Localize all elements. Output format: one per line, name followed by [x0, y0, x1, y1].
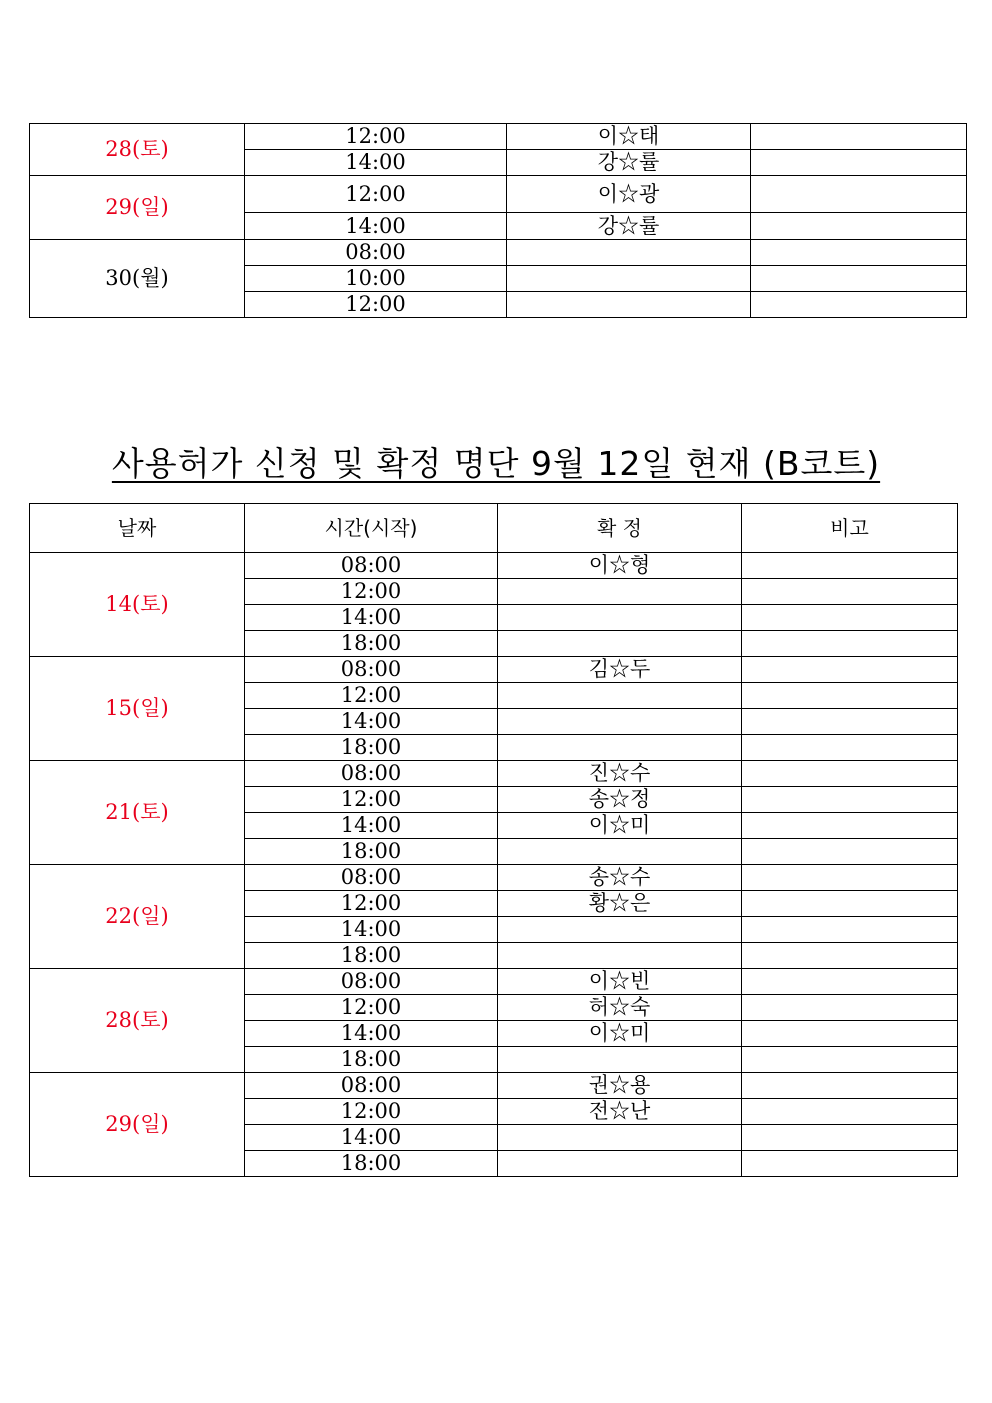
confirmed-cell: 송☆수: [498, 865, 742, 891]
time-cell: 12:00: [245, 995, 498, 1021]
confirmed-cell: 이☆빈: [498, 969, 742, 995]
time-cell: 12:00: [245, 176, 507, 213]
confirmed-cell: 송☆정: [498, 787, 742, 813]
header-date: 날짜: [30, 504, 245, 553]
confirmed-cell: [498, 579, 742, 605]
header-note: 비고: [742, 504, 958, 553]
note-cell: [742, 605, 958, 631]
confirmed-cell: 이☆광: [507, 176, 751, 213]
time-cell: 14:00: [245, 150, 507, 176]
date-cell: 21(토): [30, 761, 245, 865]
confirmed-cell: [498, 1047, 742, 1073]
time-cell: 10:00: [245, 266, 507, 292]
time-cell: 14:00: [245, 917, 498, 943]
page-title-text: 사용허가 신청 및 확정 명단 9월 12일 현재 (B코트): [111, 444, 881, 483]
confirmed-cell: [498, 683, 742, 709]
note-cell: [742, 1151, 958, 1177]
time-cell: 12:00: [245, 579, 498, 605]
time-cell: 08:00: [245, 865, 498, 891]
confirmed-cell: 강☆률: [507, 150, 751, 176]
note-cell: [751, 176, 967, 213]
note-cell: [742, 1047, 958, 1073]
time-cell: 18:00: [245, 839, 498, 865]
date-cell: 29(일): [30, 176, 245, 240]
note-cell: [742, 761, 958, 787]
note-cell: [742, 943, 958, 969]
time-cell: 08:00: [245, 240, 507, 266]
confirmed-cell: [498, 943, 742, 969]
schedule-table-b-court: [29, 503, 958, 1177]
note-cell: [751, 213, 967, 240]
time-cell: 12:00: [245, 787, 498, 813]
time-cell: 12:00: [245, 683, 498, 709]
note-cell: [742, 1073, 958, 1099]
confirmed-cell: 허☆숙: [498, 995, 742, 1021]
note-cell: [742, 1099, 958, 1125]
note-cell: [742, 891, 958, 917]
confirmed-cell: [507, 266, 751, 292]
time-cell: 08:00: [245, 1073, 498, 1099]
confirmed-cell: [507, 240, 751, 266]
note-cell: [742, 917, 958, 943]
note-cell: [751, 240, 967, 266]
time-cell: 12:00: [245, 292, 507, 318]
time-cell: 14:00: [245, 1125, 498, 1151]
confirmed-cell: [507, 292, 751, 318]
confirmed-cell: [498, 917, 742, 943]
time-cell: 18:00: [245, 1047, 498, 1073]
header-confirmed: 확 정: [498, 504, 742, 553]
confirmed-cell: 김☆두: [498, 657, 742, 683]
note-cell: [751, 124, 967, 150]
time-cell: 18:00: [245, 943, 498, 969]
confirmed-cell: [498, 735, 742, 761]
date-cell: 29(일): [30, 1073, 245, 1177]
time-cell: 12:00: [245, 124, 507, 150]
confirmed-cell: 강☆률: [507, 213, 751, 240]
note-cell: [742, 579, 958, 605]
time-cell: 12:00: [245, 1099, 498, 1125]
confirmed-cell: [498, 709, 742, 735]
note-cell: [751, 266, 967, 292]
date-cell: 22(일): [30, 865, 245, 969]
confirmed-cell: [498, 631, 742, 657]
note-cell: [751, 292, 967, 318]
note-cell: [742, 865, 958, 891]
confirmed-cell: 권☆용: [498, 1073, 742, 1099]
time-cell: 08:00: [245, 657, 498, 683]
note-cell: [742, 631, 958, 657]
time-cell: 12:00: [245, 891, 498, 917]
confirmed-cell: 이☆태: [507, 124, 751, 150]
note-cell: [751, 150, 967, 176]
time-cell: 18:00: [245, 1151, 498, 1177]
time-cell: 18:00: [245, 631, 498, 657]
note-cell: [742, 995, 958, 1021]
confirmed-cell: 진☆수: [498, 761, 742, 787]
note-cell: [742, 553, 958, 579]
date-cell: 14(토): [30, 553, 245, 657]
confirmed-cell: 이☆미: [498, 813, 742, 839]
note-cell: [742, 735, 958, 761]
note-cell: [742, 683, 958, 709]
date-cell: 28(토): [30, 969, 245, 1073]
time-cell: 08:00: [245, 553, 498, 579]
note-cell: [742, 839, 958, 865]
confirmed-cell: 황☆은: [498, 891, 742, 917]
confirmed-cell: [498, 1125, 742, 1151]
note-cell: [742, 1021, 958, 1047]
time-cell: 14:00: [245, 605, 498, 631]
confirmed-cell: 전☆난: [498, 1099, 742, 1125]
header-time: 시간(시작): [245, 504, 498, 553]
note-cell: [742, 657, 958, 683]
time-cell: 14:00: [245, 1021, 498, 1047]
time-cell: 14:00: [245, 813, 498, 839]
page-title: [0, 438, 992, 485]
note-cell: [742, 787, 958, 813]
note-cell: [742, 709, 958, 735]
confirmed-cell: [498, 839, 742, 865]
note-cell: [742, 813, 958, 839]
note-cell: [742, 1125, 958, 1151]
schedule-table-continued: [29, 123, 967, 318]
time-cell: 08:00: [245, 761, 498, 787]
confirmed-cell: [498, 605, 742, 631]
confirmed-cell: [498, 1151, 742, 1177]
time-cell: 18:00: [245, 735, 498, 761]
confirmed-cell: 이☆형: [498, 553, 742, 579]
time-cell: 14:00: [245, 709, 498, 735]
date-cell: 28(토): [30, 124, 245, 176]
date-cell: 30(월): [30, 240, 245, 318]
confirmed-cell: 이☆미: [498, 1021, 742, 1047]
note-cell: [742, 969, 958, 995]
date-cell: 15(일): [30, 657, 245, 761]
time-cell: 14:00: [245, 213, 507, 240]
time-cell: 08:00: [245, 969, 498, 995]
